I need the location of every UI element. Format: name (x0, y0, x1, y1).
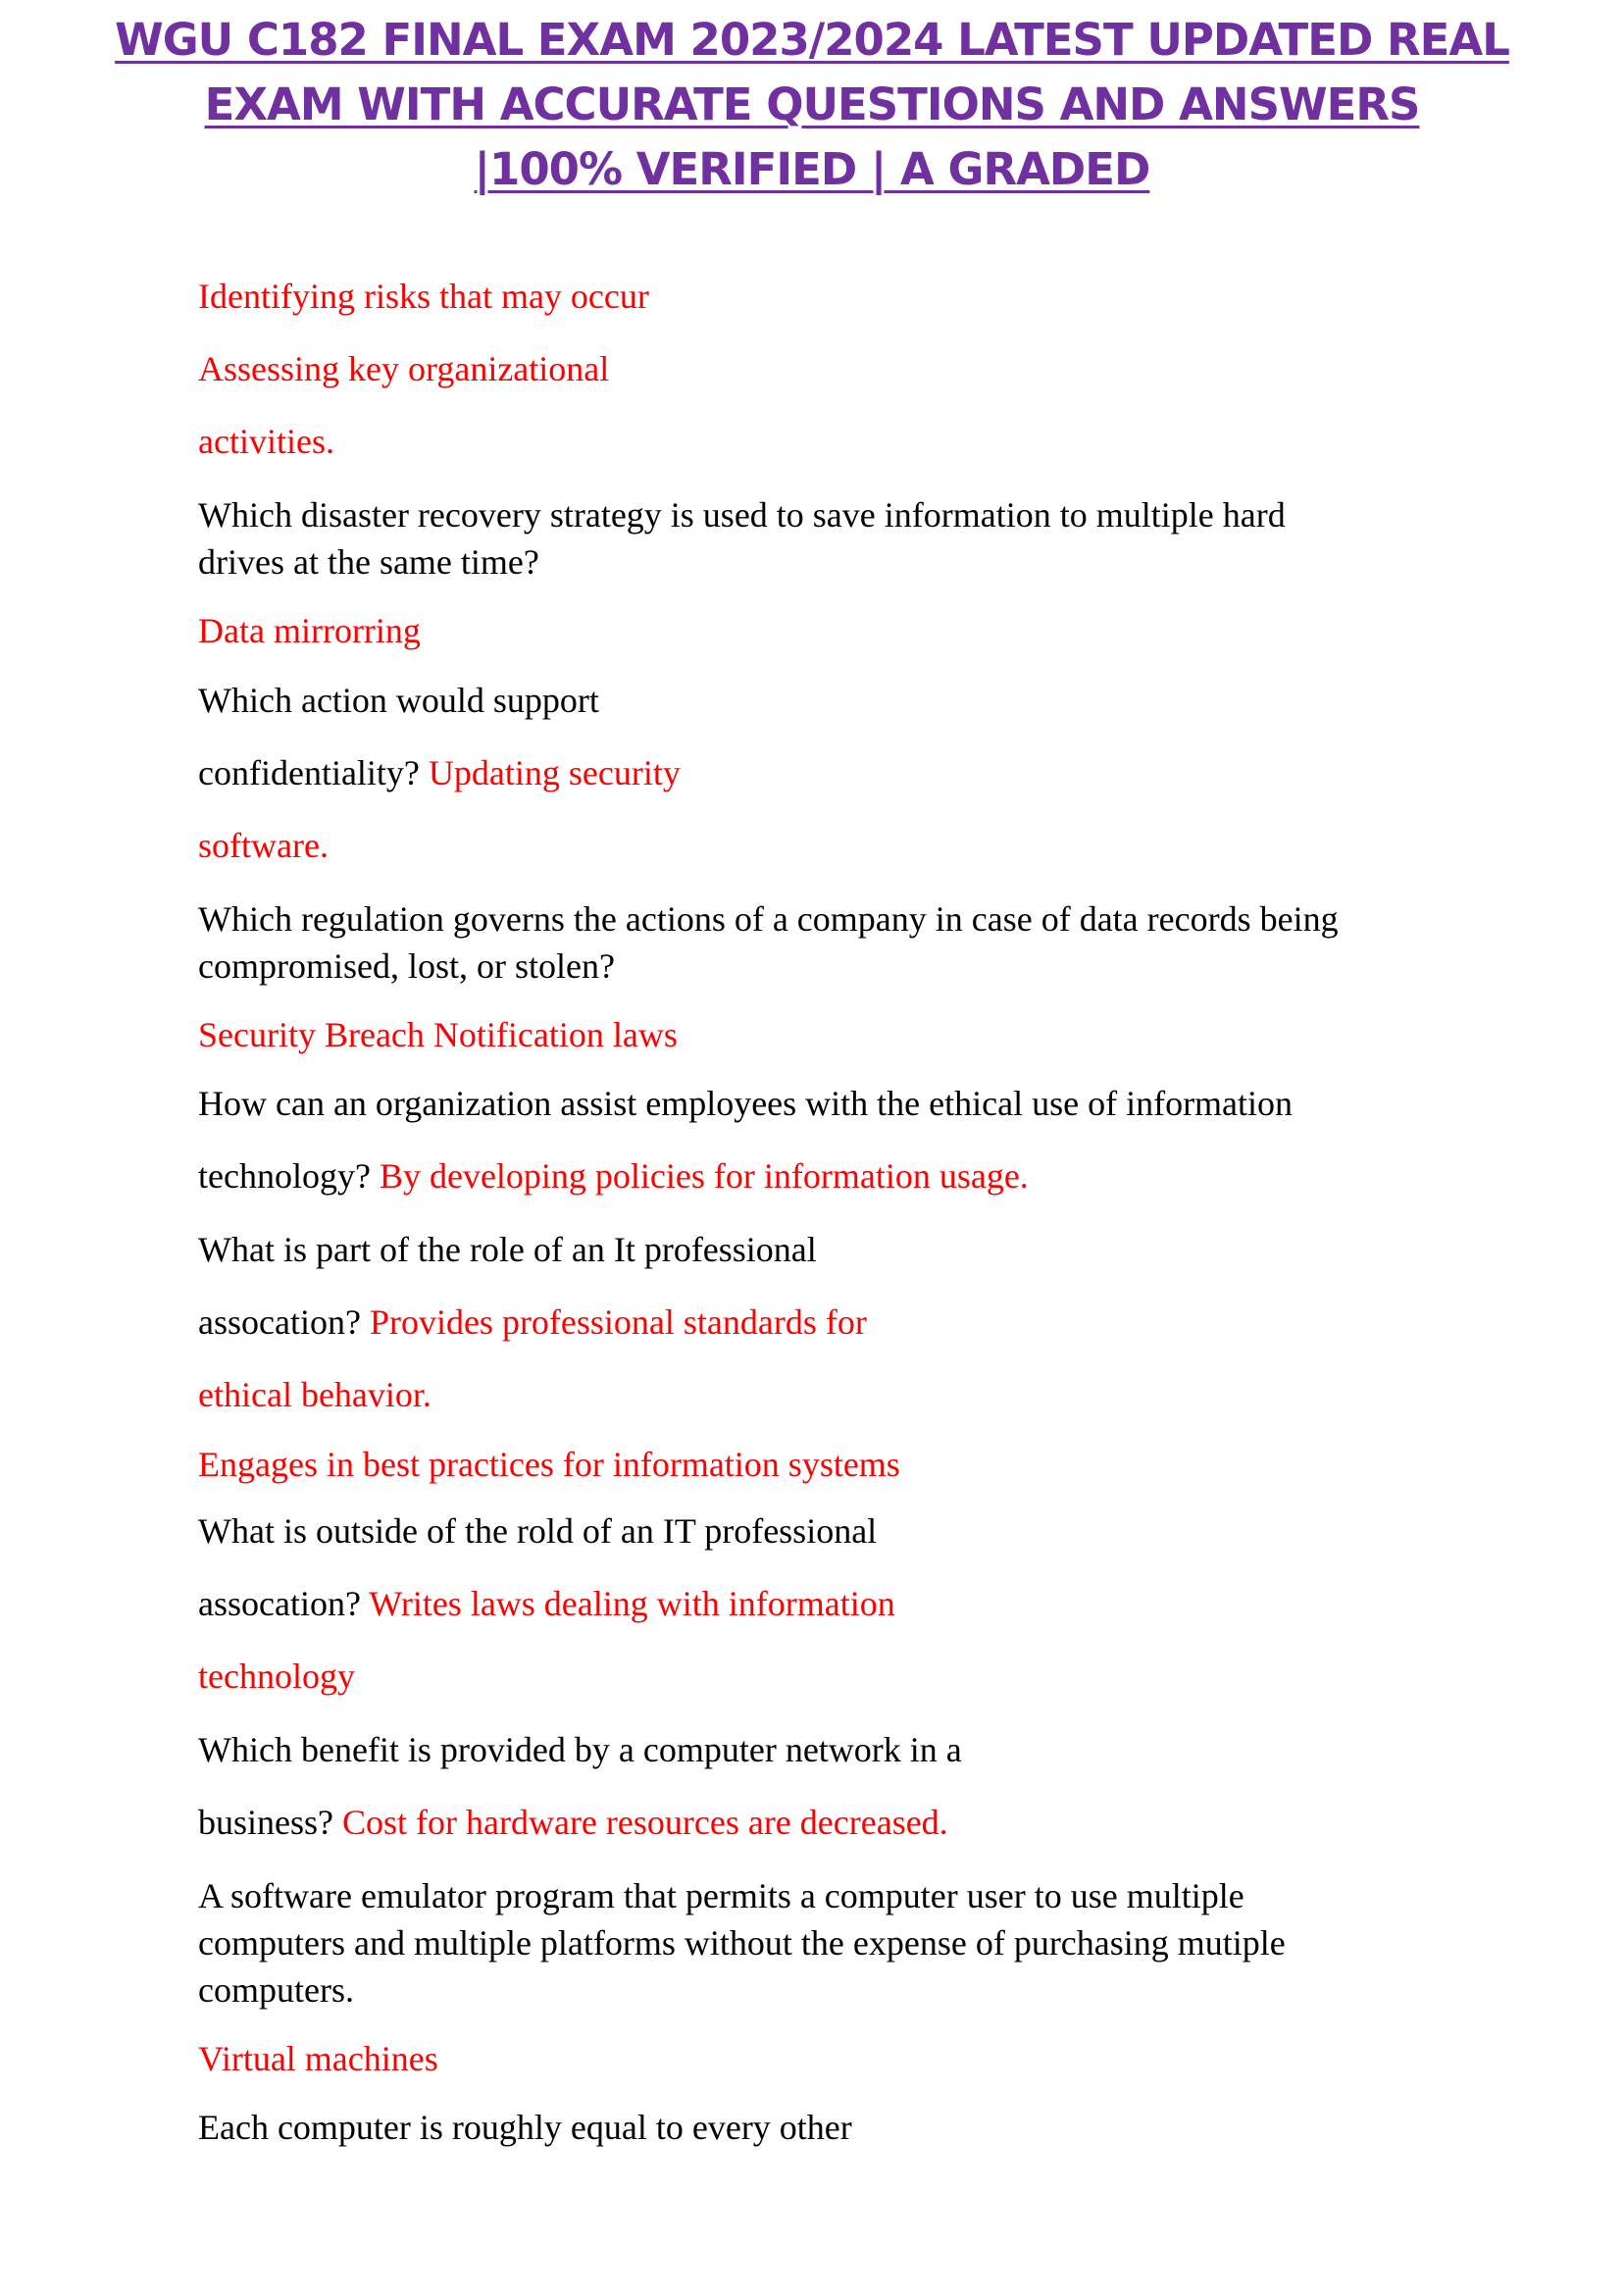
question-line: computers and multiple platforms without the expense of purchasing mutiple (198, 1923, 1286, 1963)
question-text: assocation? (198, 1584, 370, 1623)
document-title (0, 8, 1624, 202)
answer-line: ethical behavior. (198, 1375, 431, 1414)
answer-line: Engages in best practices for information systems (198, 1445, 900, 1484)
question-answer-line (198, 1152, 1473, 1199)
question-line: Which disaster recovery strategy is used to save information to multiple hard (198, 495, 1286, 535)
question-answer-line (198, 749, 1473, 796)
answer-text: By developing policies for information usage. (379, 1156, 1029, 1196)
title-line-3: |100% VERIFIED | A GRADED (474, 143, 1150, 195)
question-line: What is part of the role of an It professional (198, 1230, 817, 1269)
question-text: assocation? (198, 1302, 370, 1342)
answer-line: Virtual machines (198, 2039, 438, 2078)
answer-line: technology (198, 1657, 355, 1696)
question-answer-line (198, 1299, 1473, 1346)
question-line: Each computer is roughly equal to every other (198, 2108, 852, 2147)
answer-text: Provides professional standards for (369, 1302, 867, 1342)
title-line-1: WGU C182 FINAL EXAM 2023/2024 LATEST UPDATED REAL (115, 14, 1509, 66)
question-line: Which benefit is provided by a computer network in a (198, 1730, 962, 1769)
answer-text: Cost for hardware resources are decreased. (342, 1803, 948, 1842)
question-text: business? (198, 1803, 342, 1842)
answer-line: activities. (198, 422, 334, 461)
question-line: drives at the same time? (198, 542, 539, 582)
answer-text: Writes laws dealing with information (369, 1584, 895, 1623)
question-text: technology? (198, 1156, 380, 1196)
question-line: compromised, lost, or stolen? (198, 946, 615, 986)
answer-text: Updating security (428, 753, 681, 792)
answer-line: Assessing key organizational (198, 349, 610, 388)
answer-line: Security Breach Notification laws (198, 1015, 678, 1054)
question-answer-line (198, 1799, 1473, 1846)
title-line-2: EXAM WITH ACCURATE QUESTIONS AND ANSWERS (204, 78, 1420, 130)
answer-line: software. (198, 826, 329, 865)
question-answer-line (198, 1580, 1473, 1627)
question-line: Which action would support (198, 681, 599, 720)
answer-line: Identifying risks that may occur (198, 277, 649, 316)
question-line: How can an organization assist employees with the ethical use of information (198, 1084, 1294, 1123)
question-line: Which regulation governs the actions of a company in case of data records being (198, 899, 1339, 939)
question-text: confidentiality? (198, 753, 429, 792)
answer-line: Data mirrorring (198, 611, 421, 650)
question-line: computers. (198, 1970, 354, 2010)
question-line: What is outside of the rold of an IT professional (198, 1511, 878, 1551)
question-line: A software emulator program that permits a computer user to use multiple (198, 1876, 1244, 1915)
